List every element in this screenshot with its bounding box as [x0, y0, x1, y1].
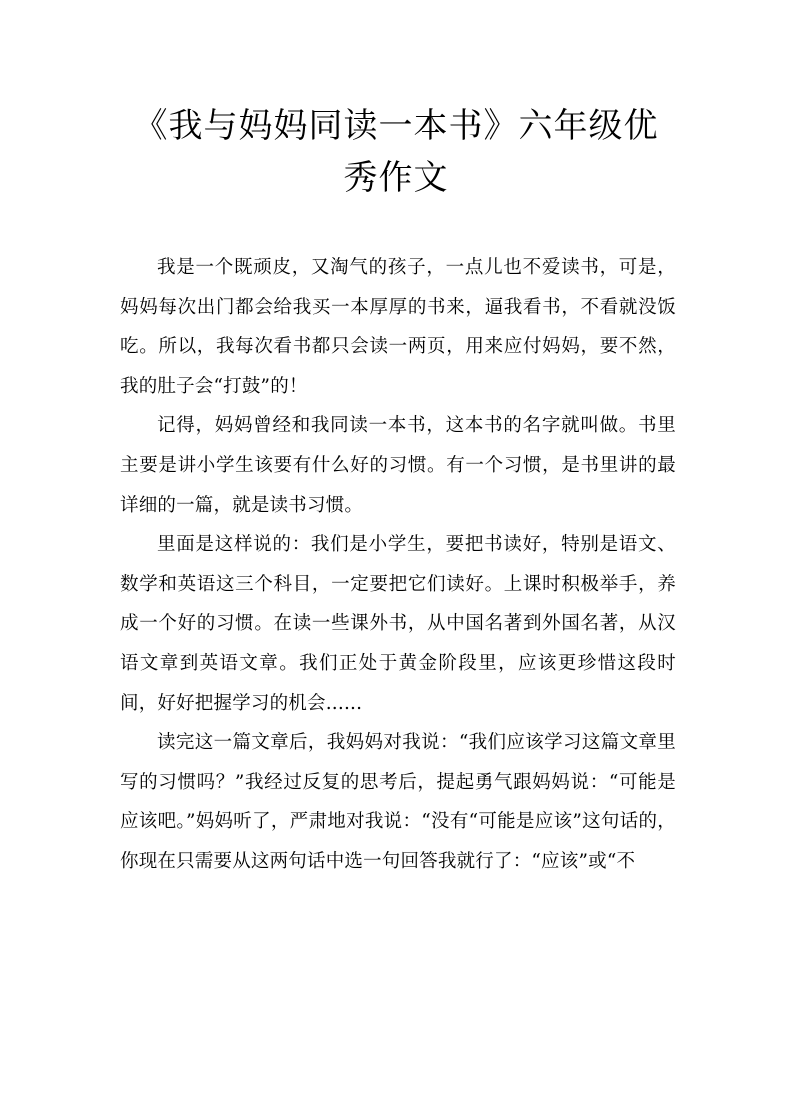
document-body	[120, 248, 676, 882]
paragraph-2: 记得，妈妈曾经和我同读一本书，这本书的名字就叫做。书里主要是讲小学生该要有什么好的习惯。有一个习惯，是书里讲的最详细的一篇，就是读书习惯。	[120, 415, 676, 516]
paragraph-4: 读完这一篇文章后，我妈妈对我说：“我们应该学习这篇文章里写的习惯吗？”我经过反复的思考后，提起勇气跟妈妈说：“可能是应该吧。”妈妈听了，严肃地对我说：“没有“可能是应该”这句话的，你现在只需要从这两句话中选一句回答我就行了：“应该”或“不	[120, 732, 676, 872]
paragraph-1: 我是一个既顽皮，又淘气的孩子，一点儿也不爱读书，可是，妈妈每次出门都会给我买一本厚厚的书来，逼我看书，不看就没饭吃。所以，我每次看书都只会读一两页，用来应付妈妈，要不然，我的肚子会“打鼓”的！	[120, 257, 676, 397]
document-title: 《我与妈妈同读一本书》六年级优秀作文	[133, 106, 659, 198]
paragraph-3: 里面是这样说的：我们是小学生，要把书读好，特别是语文、数学和英语这三个科目，一定要把它们读好。上课时积极举手，养成一个好的习惯。在读一些课外书，从中国名著到外国名著，从汉语文章到英语文章。我们正处于黄金阶段里，应该更珍惜这段时间，好好把握学习的机会......	[120, 534, 676, 714]
